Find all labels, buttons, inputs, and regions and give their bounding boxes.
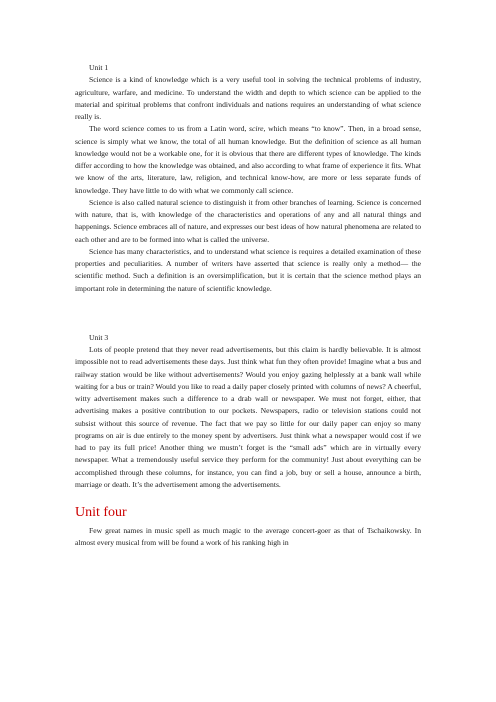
unit-1-paragraph-1: Science is a kind of knowledge which is a very useful tool in solving the technical problems of industry, agriculture, warfare, and medicine. To understand the width and depth to which science can be applied to the material and spiritual problems that confront individuals and nations requires an understanding of what science really is. (75, 75, 421, 121)
unit-1-heading: Unit 1 (89, 63, 109, 72)
unit-3-section (75, 332, 421, 491)
unit-4-paragraph-1: Few great names in music spell as much magic to the average concert-goer as that of Tschaikowsky. In almost every musical from will be found a work of his ranking high in (75, 526, 421, 548)
unit-1-paragraph-2-rest: , which means “to know”. Then, in a broad sense, science is simply what we know, the total of all human knowledge. But the definition of science as all human knowledge would not be a workable one, for it is obvious that there are different types of knowledge. The kinds differ according to how the knowledge was obtained, and also according to what frame of experience it fits. What we know of the arts, literature, law, religion, and technical know-how, are more or less separate funds of knowledge. They have little to do with what we commonly call science. (75, 124, 421, 195)
latin-word-scire: scire (249, 124, 264, 134)
unit-1-paragraph-4: Science has many characteristics, and to understand what science is requires a detailed examination of these properties and peculiarities. A number of writers have asserted that science is really only a method— the scientific method. Such a definition is an oversimplification, but it is certain that the science method plays an important role in determining the nature of scientific knowledge. (75, 246, 421, 293)
unit-4-section (75, 505, 421, 550)
unit-3-heading: Unit 3 (89, 332, 109, 342)
unit-1-paragraph-2 (75, 123, 421, 197)
document-body (75, 62, 421, 550)
unit-1-paragraph-2-start: The word science comes to us from a Latin word, (89, 124, 250, 134)
unit-1-section (75, 62, 421, 295)
unit-1-paragraph-3: Science is also called natural science to distinguish it from other branches of learning. Science is concerned with nature, that is, with knowledge of the characteristics and operations of any and all natural things and happenings. Science embraces all of nature, and expresses our best ideas of how natural phenomena are related to each other and are to be formed into what is called the universe. (75, 197, 421, 244)
unit-3-paragraph-1: Lots of people pretend that they never read advertisements, but this claim is hardly believable. It is almost impossible not to read advertisements these days. Just think what fun they often provide! Imagine what a bus and railway station would be like without advertisements? Would you enjoy gazing helplessly at a bank wall while waiting for a bus or train? Would you like to read a daily paper closely printed with columns of news? A cheerful, witty advertisement makes such a difference to a drab wall or newspaper. We must not forget, either, that advertising makes a positive contribution to our pockets. Newspapers, radio or television stations could not subsist without this source of revenue. The fact that we pay so little for our daily paper can enjoy so many programs on air is due entirely to the money spent by advertisers. Just think what a newspaper would cost if we had to pay its full price! Another thing we mustn’t forget is the “small ads” which are in virtually every newspaper. What a tremendously useful service they perform for the community! Just about everything can be accomplished through these columns, for instance, you can find a job, buy or sell a house, announce a birth, marriage or death. It’s the advertisement among the advertisements. (75, 345, 421, 489)
section-spacer (75, 295, 421, 332)
unit-4-heading: Unit four (75, 505, 127, 520)
